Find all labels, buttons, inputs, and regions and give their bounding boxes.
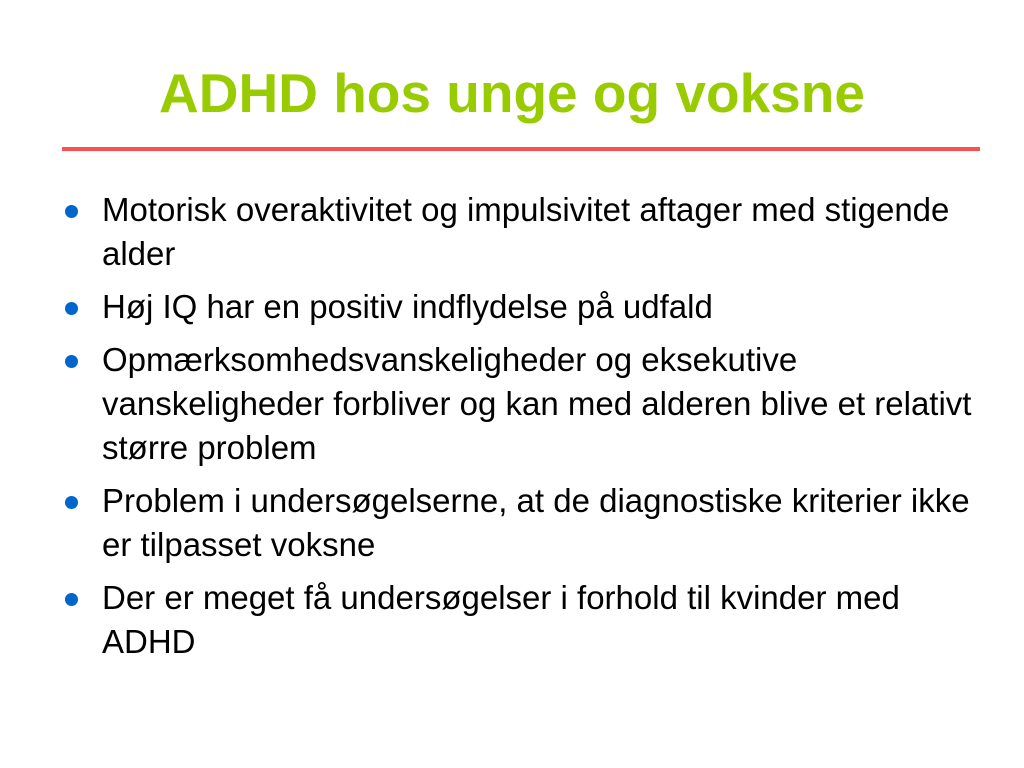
- title-divider: [62, 147, 980, 151]
- bullet-text: Problem i undersøgelserne, at de diagnostiske kriterier ikke er tilpasset voksne: [102, 482, 970, 563]
- bullet-item: [62, 576, 982, 664]
- bullet-text: Høj IQ har en positiv indflydelse på udfald: [102, 288, 713, 325]
- bullet-icon: [65, 355, 78, 368]
- bullet-item: [62, 479, 982, 567]
- bullet-text: Der er meget få undersøgelser i forhold til kvinder med ADHD: [102, 579, 900, 660]
- bullet-text: Motorisk overaktivitet og impulsivitet aftager med stigende alder: [102, 191, 950, 272]
- slide-title: ADHD hos unge og voksne: [159, 62, 865, 124]
- bullet-text: Opmærksomhedsvanskeligheder og eksekutive vanskeligheder forbliver og kan med alderen blive et relativt større problem: [102, 341, 972, 466]
- bullet-icon: [65, 302, 78, 315]
- bullet-list: [62, 188, 982, 673]
- bullet-icon: [65, 496, 78, 509]
- bullet-icon: [65, 593, 78, 606]
- bullet-item: [62, 285, 982, 329]
- bullet-item: [62, 338, 982, 470]
- bullet-icon: [65, 205, 78, 218]
- bullet-item: [62, 188, 982, 276]
